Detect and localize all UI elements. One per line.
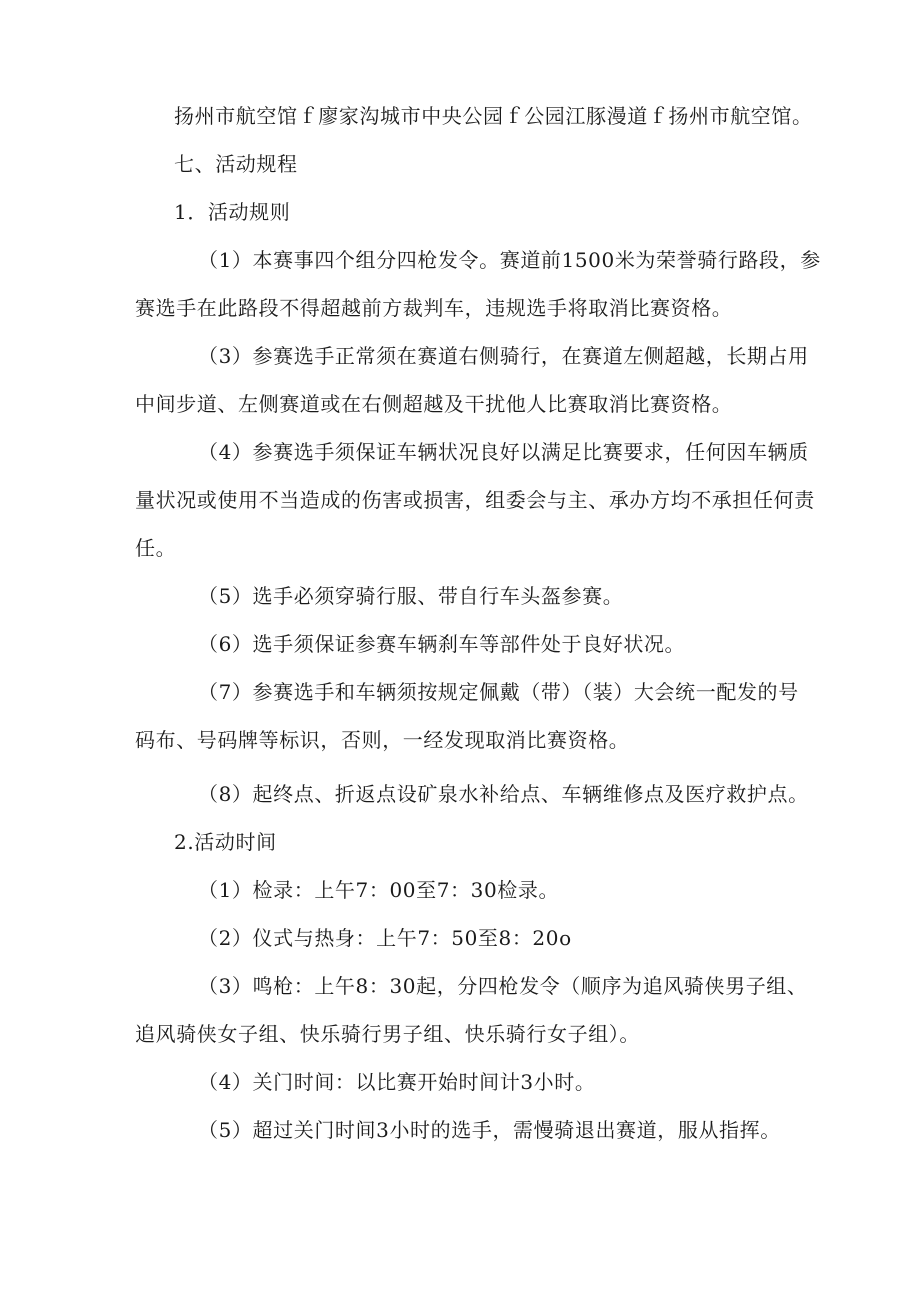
rule-4-line-3: 任。 <box>135 536 177 560</box>
time-item-5: （5）超过关门时间3小时的选手，需慢骑退出赛道，服从指挥。 <box>198 1118 781 1142</box>
section-heading: 七、活动规程 <box>174 152 298 176</box>
time-item-3-line-2: 追风骑侠女子组、快乐骑行男子组、快乐骑行女子组）。 <box>135 1022 640 1046</box>
time-item-3-line-1: （3）鸣枪：上午8：30起，分四枪发令（顺序为追风骑侠男子组、 <box>198 974 808 998</box>
rules-heading: 1．活动规则 <box>174 200 291 224</box>
time-item-4: （4）关门时间：以比赛开始时间计3小时。 <box>198 1070 596 1094</box>
time-item-2: （2）仪式与热身：上午7：50至8：20o <box>198 926 572 950</box>
rule-4-line-1: （4）参赛选手须保证车辆状况良好以满足比赛要求，任何因车辆质 <box>198 440 809 464</box>
rule-7-line-2: 码布、号码牌等标识，否则，一经发现取消比赛资格。 <box>135 728 630 752</box>
route-line: 扬州市航空馆ｆ廖家沟城市中央公园ｆ公园江豚漫道ｆ扬州市航空馆。 <box>174 104 813 128</box>
rule-3-line-1: （3）参赛选手正常须在赛道右侧骑行，在赛道左侧超越，长期占用 <box>198 344 809 368</box>
rule-3-line-2: 中间步道、左侧赛道或在右侧超越及干扰他人比赛取消比赛资格。 <box>135 392 733 416</box>
rule-7-line-1: （7）参赛选手和车辆须按规定佩戴（带）（装）大会统一配发的号 <box>198 680 799 704</box>
rule-1-line-2: 赛选手在此路段不得超越前方裁判车，违规选手将取消比赛资格。 <box>135 296 733 320</box>
time-heading: 2.活动时间 <box>174 830 277 854</box>
rule-8: （8）起终点、折返点设矿泉水补给点、车辆维修点及医疗救护点。 <box>198 782 809 806</box>
time-item-1: （1）检录：上午7：00至7：30检录。 <box>198 878 560 902</box>
rule-1-line-1: （1）本赛事四个组分四枪发令。赛道前1500米为荣誉骑行路段，参 <box>198 248 821 272</box>
rule-6: （6）选手须保证参赛车辆刹车等部件处于良好状况。 <box>198 632 686 656</box>
rule-4-line-2: 量状况或使用不当造成的伤害或损害，组委会与主、承办方均不承担任何责 <box>135 488 815 512</box>
rule-5: （5）选手必须穿骑行服、带自行车头盔参赛。 <box>198 584 624 608</box>
